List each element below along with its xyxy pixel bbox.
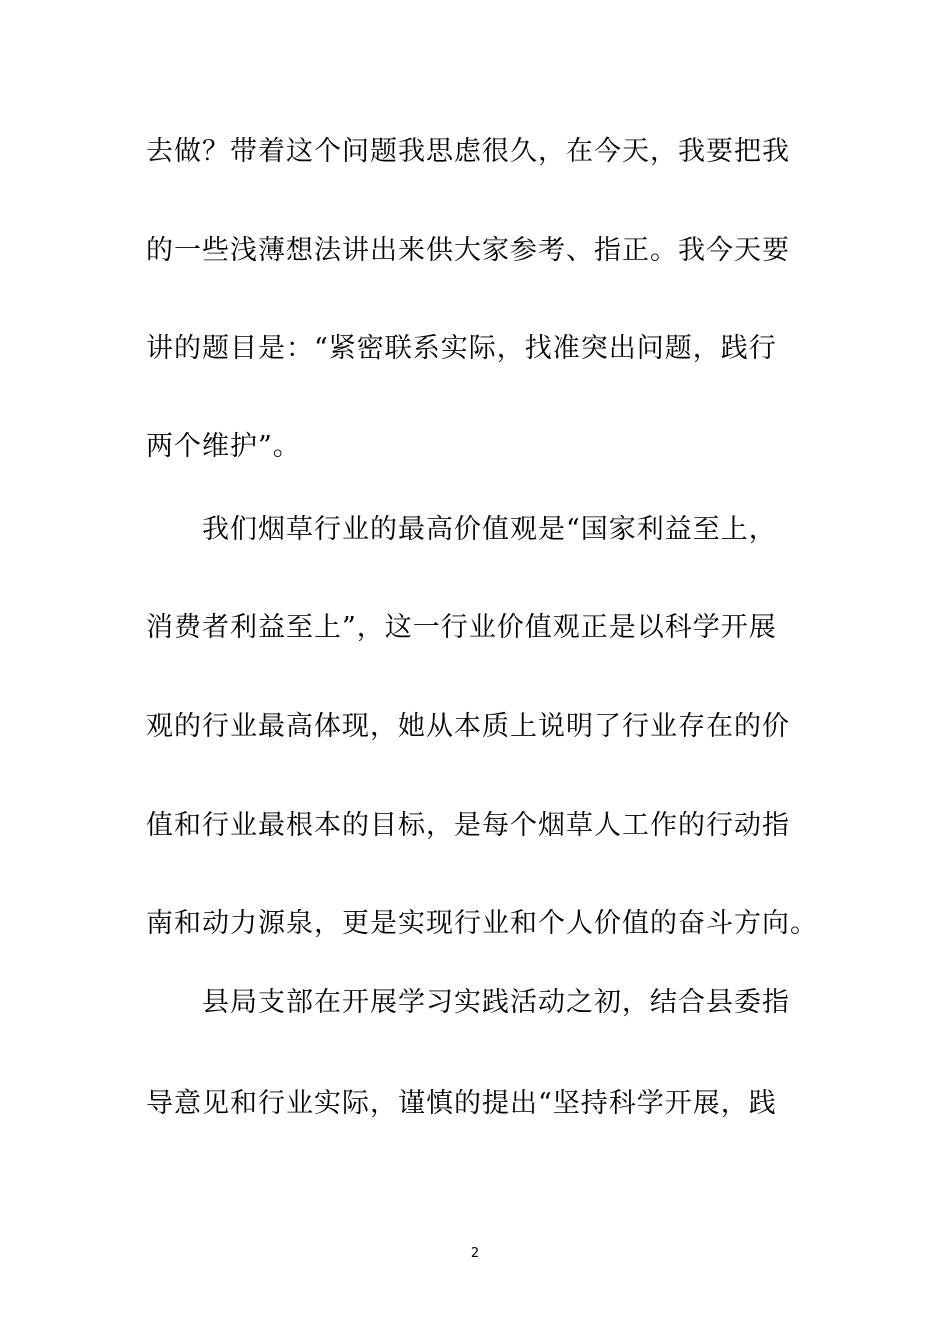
text-line: 去做？带着这个问题我思虑很久，在今天，我要把我 xyxy=(146,136,790,167)
text-line: 南和动力源泉，更是实现行业和个人价值的奋斗方向。 xyxy=(146,908,818,939)
text-line: 导意见和行业实际，谨慎的提出“坚持科学开展，践 xyxy=(146,1088,777,1119)
text-line: 值和行业最根本的目标，是每个烟草人工作的行动指 xyxy=(146,810,790,841)
text-line: 观的行业最高体现，她从本质上说明了行业存在的价 xyxy=(146,711,790,742)
text-line: 消费者利益至上”，这一行业价值观正是以科学开展 xyxy=(146,612,777,643)
text-line: 讲的题目是：“紧密联系实际，找准突出问题，践行 xyxy=(146,333,777,364)
paragraph-start-line: 县局支部在开展学习实践活动之初，结合县委指 xyxy=(202,987,790,1018)
page-number: 2 xyxy=(470,1246,480,1261)
text-line: 两个维护”。 xyxy=(146,431,301,462)
text-line: 的一些浅薄想法讲出来供大家参考、指正。我今天要 xyxy=(146,235,790,266)
paragraph-start-line: 我们烟草行业的最高价值观是“国家利益至上， xyxy=(202,514,777,545)
